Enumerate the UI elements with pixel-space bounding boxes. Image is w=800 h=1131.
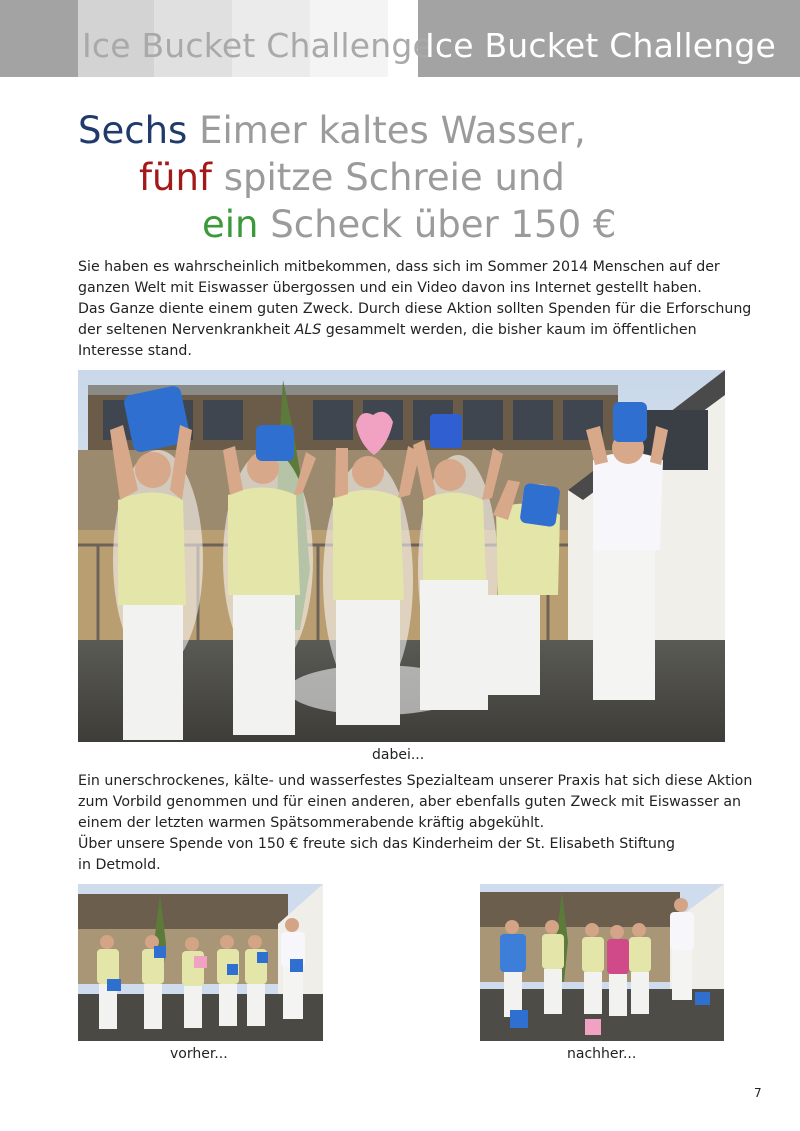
body-line: einem der letzten warmen Spätsommerabende kräftig abgekühlt. (78, 815, 545, 831)
body-line: Ein unerschrockenes, kälte- und wasserfestes Spezialteam unserer Praxis hat sich diese Aktion (78, 773, 753, 789)
headline-keyword-fuenf: fünf (139, 156, 212, 199)
main-photo-caption: dabei... (372, 747, 425, 763)
photo-before-illustration (78, 884, 323, 1041)
headline-rest-1: Eimer kaltes Wasser, (187, 109, 586, 152)
body-line: zum Vorbild genommen und für einen anderen, aber ebenfalls guten Zweck mit Eiswasser an (78, 794, 742, 810)
body-line: Über unsere Spende von 150 € freute sich das Kinderheim der St. Elisabeth Stiftung (78, 836, 676, 852)
intro-line: Das Ganze diente einem guten Zweck. Durch diese Aktion sollten Spenden für die Erforschung (78, 301, 752, 317)
body-paragraph (78, 771, 753, 876)
headline-rest-2: spitze Schreie und (211, 156, 565, 199)
headline-keyword-sechs: Sechs (78, 109, 188, 152)
intro-line: Sie haben es wahrscheinlich mitbekommen, dass sich im Sommer 2014 Menschen auf der (78, 259, 720, 275)
header-title: Ice Bucket Challenge (425, 26, 777, 65)
intro-line: ganzen Welt mit Eiswasser übergossen und ein Video davon ins Internet gestellt haben. (78, 280, 702, 296)
headline-line-2 (139, 156, 565, 199)
intro-text: gesammelt werden, die bisher kaum im öffentlichen (321, 322, 697, 338)
headline-rest-3: Scheck über 150 € (258, 203, 617, 246)
main-photo-ice-bucket (78, 370, 725, 742)
headline-line-3 (202, 203, 616, 246)
main-photo-illustration (78, 370, 725, 742)
photo-after-illustration (480, 884, 724, 1041)
intro-paragraph (78, 257, 752, 362)
headline-keyword-ein: ein (202, 203, 259, 246)
headline-line-1 (78, 109, 586, 152)
photo-after-caption: nachher... (567, 1046, 637, 1062)
intro-text: der seltenen Nervenkrankheit (78, 322, 295, 338)
page-number: 7 (754, 1086, 762, 1100)
body-line: in Detmold. (78, 857, 161, 873)
photo-after (480, 884, 724, 1041)
photo-before-caption: vorher... (170, 1046, 228, 1062)
als-term: ALS (294, 322, 322, 338)
intro-line: Interesse stand. (78, 343, 192, 359)
header-title-faded: Ice Bucket Challenge (82, 26, 434, 65)
intro-line (78, 320, 728, 341)
photo-before (78, 884, 323, 1041)
